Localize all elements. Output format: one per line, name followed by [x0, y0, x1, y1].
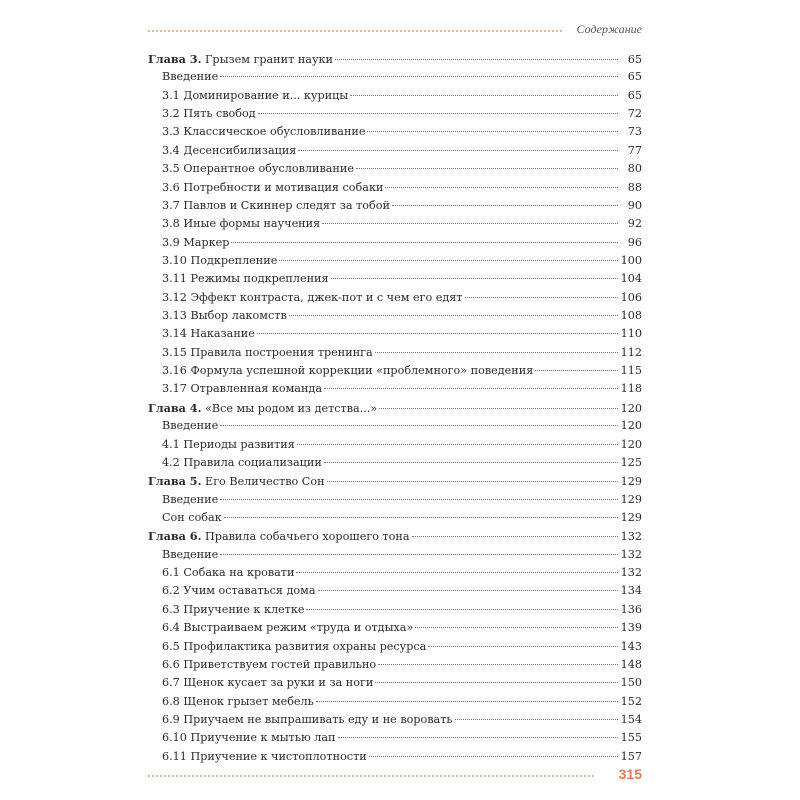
- toc-entry-title: [148, 527, 410, 546]
- dot-leader: [367, 131, 618, 132]
- toc-page-number: 125: [620, 455, 642, 469]
- toc-page-number: 129: [620, 475, 642, 489]
- dot-leader: [324, 462, 618, 463]
- toc-entry-title: [162, 179, 383, 197]
- toc-section-entry[interactable]: [148, 197, 642, 215]
- toc-section-entry[interactable]: [148, 344, 642, 362]
- toc-entry-text: 4.2 Правила социализации: [162, 455, 322, 469]
- toc-entry-text: Правила собачьего хорошего тона: [201, 530, 410, 544]
- toc-page-number: 143: [620, 639, 642, 653]
- toc-entry-title: [162, 307, 287, 325]
- toc-page-number: 132: [620, 547, 642, 561]
- dot-leader: [455, 719, 618, 720]
- dot-leader: [322, 223, 618, 224]
- toc-entry-title: [162, 123, 365, 141]
- dot-leader: [224, 517, 618, 518]
- toc-section-entry[interactable]: [148, 656, 642, 674]
- toc-section-entry[interactable]: [148, 619, 642, 637]
- toc-page-number: 120: [620, 401, 642, 415]
- toc-entry-text: 3.15 Правила построения тренинга: [162, 345, 373, 359]
- toc-page-number: 108: [620, 309, 642, 323]
- toc-entry-text: Сон собак: [162, 510, 222, 524]
- header-dotted-rule: [148, 30, 562, 32]
- toc-entry-title: [148, 399, 377, 418]
- toc-section-entry[interactable]: [148, 68, 642, 86]
- toc-entry-title: [162, 289, 463, 307]
- toc-section-entry[interactable]: [148, 601, 642, 619]
- dot-leader: [297, 444, 618, 445]
- toc-entry-text: 3.3 Классическое обусловливание: [162, 125, 366, 139]
- toc-entry-text: 3.10 Подкрепление: [162, 253, 278, 267]
- toc-entry-title: [162, 582, 316, 600]
- dot-leader: [331, 278, 618, 279]
- toc-section-entry[interactable]: [148, 748, 642, 766]
- page-header: [148, 22, 642, 38]
- toc-entry-text: 3.4 Десенсибилизация: [162, 143, 297, 157]
- dot-leader: [375, 352, 618, 353]
- dot-leader: [258, 113, 618, 114]
- dot-leader: [220, 554, 618, 555]
- toc-section-entry[interactable]: [148, 270, 642, 288]
- dot-leader: [306, 609, 618, 610]
- toc-entry-text: 3.9 Маркер: [162, 235, 230, 249]
- dot-leader: [220, 76, 618, 77]
- dot-leader: [257, 333, 618, 334]
- toc-entry-title: [162, 564, 294, 582]
- toc-section-entry[interactable]: [148, 546, 642, 564]
- toc-entry-text: Введение: [162, 492, 219, 506]
- toc-entry-text: 3.16 Формула успешной коррекции «проблемного» поведения: [162, 364, 534, 378]
- toc-section-entry[interactable]: [148, 417, 642, 435]
- dot-leader: [231, 242, 618, 243]
- toc-entry-text: 6.9 Приучаем не выпрашивать еду и не воровать: [162, 712, 453, 726]
- toc-entry-title: [162, 68, 218, 86]
- toc-entry-text: 3.2 Пять свобод: [162, 107, 256, 121]
- toc-page-number: 110: [620, 327, 642, 341]
- toc-entry-text: 3.6 Потребности и мотивация собаки: [162, 180, 384, 194]
- toc-entry-title: [162, 546, 218, 564]
- toc-section-entry[interactable]: [148, 509, 642, 527]
- toc-entry-text: 6.5 Профилактика развития охраны ресурса: [162, 639, 427, 653]
- toc-entry-text: Введение: [162, 419, 219, 433]
- dot-leader: [465, 297, 619, 298]
- toc-page-number: 112: [620, 345, 642, 359]
- toc-entry-text: 3.8 Иные формы научения: [162, 217, 321, 231]
- toc-entry-text: 3.17 Отравленная команда: [162, 382, 322, 396]
- toc-entry-text: 6.3 Приучение к клетке: [162, 602, 305, 616]
- chapter-number: Глава 3.: [148, 52, 202, 66]
- toc-entry-title: [162, 105, 256, 123]
- toc-page-number: 100: [620, 253, 642, 267]
- toc-section-entry[interactable]: [148, 729, 642, 747]
- toc-entry-title: [162, 509, 222, 527]
- dot-leader: [338, 737, 619, 738]
- dot-leader: [279, 260, 618, 261]
- toc-page-number: 73: [627, 125, 642, 139]
- dot-leader: [385, 187, 618, 188]
- page-footer: [148, 766, 642, 786]
- toc-page-number: 65: [627, 88, 642, 102]
- toc-entry-text: 3.14 Наказание: [162, 327, 255, 341]
- toc-chapter-entry[interactable]: [148, 50, 642, 68]
- dot-leader: [356, 168, 618, 169]
- dot-leader: [296, 572, 618, 573]
- footer-dotted-rule: [148, 775, 594, 777]
- toc-entry-text: 3.11 Режимы подкрепления: [162, 272, 329, 286]
- toc-section-entry[interactable]: [148, 582, 642, 600]
- toc-page-number: 136: [620, 602, 642, 616]
- toc-page-number: 90: [627, 198, 642, 212]
- toc-entry-title: [162, 87, 348, 105]
- toc-entry-title: [162, 270, 329, 288]
- dot-leader: [375, 682, 618, 683]
- dot-leader: [327, 481, 618, 482]
- toc-entry-text: «Все мы родом из детства...»: [201, 401, 378, 415]
- dot-leader: [379, 408, 618, 409]
- toc-entry-title: [162, 491, 218, 509]
- toc-entry-title: [162, 619, 413, 637]
- toc-entry-title: [162, 656, 376, 674]
- toc-page-number: 152: [620, 694, 642, 708]
- toc-entry-title: [162, 325, 255, 343]
- toc-entry-text: 3.12 Эффект контраста, джек-пот и с чем его едят: [162, 290, 463, 304]
- toc-section-entry[interactable]: [148, 252, 642, 270]
- toc-page-number: 129: [620, 510, 642, 524]
- toc-section-entry[interactable]: [148, 711, 642, 729]
- dot-leader: [318, 590, 618, 591]
- toc-entry-text: 6.11 Приучение к чистоплотности: [162, 749, 367, 763]
- dot-leader: [316, 701, 618, 702]
- dot-leader: [350, 95, 618, 96]
- toc-section-entry[interactable]: [148, 142, 642, 160]
- toc-entry-text: 6.8 Щенок грызет мебель: [162, 694, 314, 708]
- toc-section-entry[interactable]: [148, 215, 642, 233]
- dot-leader: [428, 646, 618, 647]
- toc-page-number: 118: [620, 382, 642, 396]
- dot-leader: [220, 425, 618, 426]
- toc-entry-text: 6.7 Щенок кусает за руки и за ноги: [162, 676, 374, 690]
- toc-section-entry[interactable]: [148, 454, 642, 472]
- toc-page-number: 154: [620, 712, 642, 726]
- toc-page-number: 65: [627, 70, 642, 84]
- toc-section-entry[interactable]: [148, 693, 642, 711]
- chapter-number: Глава 4.: [148, 400, 202, 415]
- toc-entry-text: 6.6 Приветствуем гостей правильно: [162, 657, 377, 671]
- toc-entry-title: [162, 601, 304, 619]
- toc-section-entry[interactable]: [148, 491, 642, 509]
- chapter-number: Глава 5.: [148, 474, 202, 489]
- toc-entry-text: 3.1 Доминирование и... курицы: [162, 88, 349, 102]
- dot-leader: [369, 756, 618, 757]
- dot-leader: [324, 388, 618, 389]
- toc-entry-title: [148, 50, 333, 69]
- toc-entry-text: 6.4 Выстраиваем режим «труда и отдыха»: [162, 621, 414, 635]
- toc-entry-title: [162, 436, 295, 454]
- toc-page-number: 132: [620, 530, 642, 544]
- toc-entry-title: [162, 215, 320, 233]
- toc-entry-text: 3.7 Павлов и Скиннер следят за тобой: [162, 198, 390, 212]
- toc-entry-text: Введение: [162, 547, 219, 561]
- dot-leader: [535, 370, 618, 371]
- toc-entry-text: Введение: [162, 70, 219, 84]
- toc-page-number: 139: [620, 621, 642, 635]
- toc-entry-title: [148, 472, 325, 491]
- dot-leader: [378, 664, 618, 665]
- page-number: 315: [618, 766, 642, 782]
- toc-entry-text: 6.1 Собака на кровати: [162, 566, 295, 580]
- toc-page-number: 72: [627, 107, 642, 121]
- table-of-contents: [148, 50, 642, 766]
- toc-entry-text: Грызем гранит науки: [201, 53, 333, 66]
- toc-section-entry[interactable]: [148, 105, 642, 123]
- toc-page-number: 134: [620, 584, 642, 598]
- toc-section-entry[interactable]: [148, 638, 642, 656]
- toc-section-entry[interactable]: [148, 674, 642, 692]
- toc-page-number: 80: [627, 162, 642, 176]
- toc-chapter-entry[interactable]: [148, 527, 642, 545]
- toc-section-entry[interactable]: [148, 234, 642, 252]
- toc-page-number: 65: [627, 53, 642, 66]
- toc-entry-title: [162, 234, 229, 252]
- toc-page-number: 120: [620, 419, 642, 433]
- toc-page-number: 155: [620, 731, 642, 745]
- toc-chapter-entry[interactable]: [148, 399, 642, 417]
- toc-entry-title: [162, 638, 426, 656]
- toc-section-entry[interactable]: [148, 564, 642, 582]
- toc-entry-title: [162, 160, 354, 178]
- toc-entry-title: [162, 417, 218, 435]
- chapter-number: Глава 6.: [148, 529, 202, 544]
- toc-entry-title: [162, 674, 373, 692]
- toc-section-entry[interactable]: [148, 123, 642, 141]
- toc-page-number: 115: [620, 364, 642, 378]
- toc-entry-text: 3.5 Оперантное обусловливание: [162, 162, 354, 176]
- dot-leader: [289, 315, 618, 316]
- toc-entry-title: [162, 711, 453, 729]
- dot-leader: [392, 205, 618, 206]
- toc-entry-text: Его Величество Сон: [201, 475, 325, 489]
- toc-page-number: 157: [620, 749, 642, 763]
- toc-page-number: 77: [627, 143, 642, 157]
- toc-entry-text: 4.1 Периоды развития: [162, 437, 295, 451]
- running-title: Содержание: [576, 22, 642, 36]
- toc-entry-title: [162, 748, 367, 766]
- toc-page-number: 148: [620, 657, 642, 671]
- toc-page-number: 132: [620, 566, 642, 580]
- toc-entry-text: 6.2 Учим оставаться дома: [162, 584, 316, 598]
- toc-section-entry[interactable]: [148, 362, 642, 380]
- toc-entry-title: [162, 252, 277, 270]
- toc-entry-title: [162, 454, 322, 472]
- toc-section-entry[interactable]: [148, 289, 642, 307]
- dot-leader: [298, 150, 618, 151]
- dot-leader: [412, 536, 618, 537]
- toc-section-entry[interactable]: [148, 380, 642, 398]
- toc-page-number: 92: [627, 217, 642, 231]
- toc-entry-text: 6.10 Приучение к мытью лап: [162, 731, 336, 745]
- toc-page-number: 129: [620, 492, 642, 506]
- toc-page-number: 96: [627, 235, 642, 249]
- toc-entry-title: [162, 362, 533, 380]
- dot-leader: [220, 499, 618, 500]
- toc-page-number: 150: [620, 676, 642, 690]
- toc-section-entry[interactable]: [148, 436, 642, 454]
- toc-entry-title: [162, 693, 314, 711]
- toc-section-entry[interactable]: [148, 87, 642, 105]
- toc-section-entry[interactable]: [148, 325, 642, 343]
- toc-chapter-entry[interactable]: [148, 472, 642, 490]
- toc-entry-title: [162, 344, 373, 362]
- dot-leader: [335, 59, 618, 60]
- toc-page-number: 88: [627, 180, 642, 194]
- toc-entry-title: [162, 380, 322, 398]
- toc-entry-text: 3.13 Выбор лакомств: [162, 309, 287, 323]
- toc-page-number: 104: [620, 272, 642, 286]
- toc-entry-title: [162, 142, 296, 160]
- dot-leader: [415, 627, 618, 628]
- toc-section-entry[interactable]: [148, 179, 642, 197]
- toc-entry-title: [162, 729, 336, 747]
- toc-section-entry[interactable]: [148, 160, 642, 178]
- toc-page-number: 106: [620, 290, 642, 304]
- toc-page-number: 120: [620, 437, 642, 451]
- toc-section-entry[interactable]: [148, 307, 642, 325]
- toc-entry-title: [162, 197, 390, 215]
